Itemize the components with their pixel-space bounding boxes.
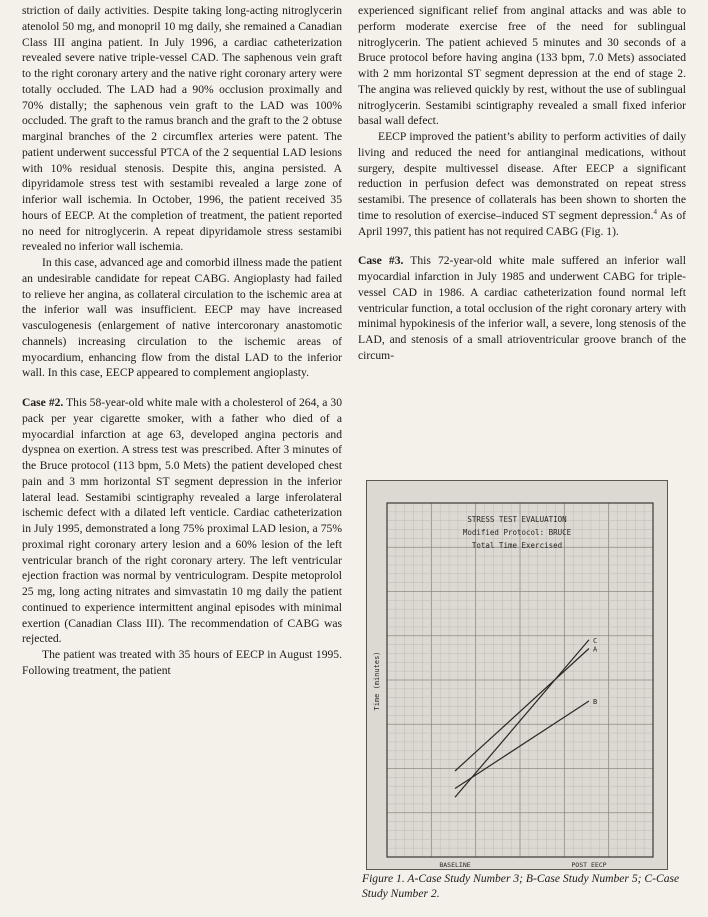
- series-line-b: [455, 701, 589, 789]
- case-3-paragraph: [358, 253, 686, 363]
- left-paragraph-2: In this case, advanced age and comorbid illness made the patient an undesirable candidate for repeat CABG. Angioplasty had failed to relieve her angina, as collateral circulation to the ischemic area at the inferior wall was insufficient. EECP may have increased vasculogenesis (enlargement of native intercoronary anastomotic channels) increasing circulation to the ischemic areas of myocardium, enhancing flow from the distal LAD to the inferior wall. In this case, EECP appeared to complement angioplasty.: [22, 256, 342, 380]
- right-paragraph-2-text: EECP improved the patient’s ability to perform activities of daily living and reduced the need for antianginal medications, without surgery, despite multivessel disease. After EECP a significant reduction in perfusion defect was demonstrated on repeat stress sestamibi. The presence of collaterals has been shown to shorten the time to resolution of exercise–induced ST segment depression.: [358, 130, 686, 222]
- left-paragraph-4: The patient was treated with 35 hours of EECP in August 1995. Following treatment, the patient: [22, 648, 342, 677]
- series-line-a: [455, 649, 589, 772]
- left-column: [22, 3, 342, 679]
- figure-header-3: Total Time Exercised: [471, 541, 563, 550]
- case-3-title: Case #3.: [358, 254, 404, 268]
- series-label-b: B: [593, 698, 598, 706]
- right-paragraph-2: [358, 129, 686, 239]
- citation-superscript: 4: [653, 207, 657, 216]
- x-label-post-eecp: POST EECP: [571, 861, 607, 869]
- figure-header-2: Modified Protocol: BRUCE: [462, 528, 572, 537]
- right-paragraph-2-text-end: As of April 1997, this patient has not required CABG (Fig. 1).: [358, 208, 687, 238]
- right-paragraph-1: experienced significant relief from anginal attacks and was able to perform moderate exercise free of the need for sublingual nitroglycerin. The patient achieved 5 minutes and 30 seconds of a Bruce protocol before having angina (133 bpm, 7.0 Mets) associated with 2 mm horizontal ST segment depression at the end of stage 2. The angina was relieved quickly by rest, without the use of sublingual nitroglycerin. Sestamibi scintigraphy revealed a small fixed inferior basal wall defect.: [358, 4, 686, 128]
- series-label-a: A: [593, 645, 598, 654]
- figure-label: Figure 1.: [362, 872, 405, 885]
- chart-grid: [387, 503, 653, 857]
- case-2-paragraph: [22, 395, 342, 647]
- chart-svg: [367, 481, 667, 869]
- series-label-c: C: [593, 636, 598, 645]
- caption-text: A-Case Study Number 3; B-Case Study Number 5; C-Case Study Number 2.: [362, 872, 680, 900]
- left-paragraph-1: striction of daily activities. Despite taking long-acting nitroglycerin atenolol 50 mg, and monopril 10 mg daily, she remained a Canadian Class III angina patient. In July 1996, a cardiac catheterization revealed severe native triple-vessel CAD. The saphenous vein graft to the right coronary artery and the native right coronary artery were totally occluded. The LAD had a 90% occlusion proximally and 70% distally; the saphenous vein graft to the LAD was 100% occluded. The graft to the ramus branch and the graft to the 2 obtuse marginal branches of the 2 circumflex arteries were patent. The patient underwent successful PTCA of the 2 sequential LAD lesions with 10% residual stenosis. Despite this, angina persisted. A dipyridamole stress test with sestamibi revealed a large zone of inferior wall ischemia. In October, 1996, the patient received 35 hours of EECP. At the completion of treatment, the patient reported no need for nitroglycerin. A repeat dipyridamole stress sestamibi revealed no inferior wall ischemia.: [22, 4, 342, 254]
- figure-1-stress-test-chart: [366, 480, 668, 870]
- case-3-text: This 72-year-old white male suffered an inferior wall myocardial infarction in July 1985 and underwent CABG for triple-vessel CAD in 1986. A cardiac catheterization found normal left ventricular function, a total occlusion of the right coronary artery with minimal hypokinesis of the inferior wall, a severe, long stenosis of the LAD, and stenosis of a small atrioventricular groove branch of the circum-: [358, 254, 687, 362]
- series-line-c: [455, 640, 589, 798]
- case-2-title: Case #2.: [22, 396, 64, 409]
- x-label-baseline: BASELINE: [439, 861, 471, 869]
- series-layer: [455, 637, 598, 798]
- y-axis-label: Time (minutes): [373, 651, 381, 711]
- figure-caption: [362, 871, 688, 901]
- figure-header-1: STRESS TEST EVALUATION: [467, 515, 567, 524]
- case-2-text: This 58-year-old white male with a cholesterol of 264, a 30 pack per year cigarette smoker, with a father who died of a myocardial infarction at age 63, developed angina pectoris and dyspnea on exertion. A stress test was prescribed. After 3 minutes of the Bruce protocol (113 bpm, 5.0 Mets) the patient developed chest pain and 3 mm horizontal ST segment depression in the inferior lateral lead. Sestamibi scintigraphy revealed a large inferolateral ischemic defect with a dilated left venticle. Cardiac catheterization in July 1995, demonstrated a long 75% proximal LAD lesion, a 75% proximal right coronary artery lesion and a 60% lesion of the left ventricular branch of the right coronary artery. The left ventricular ejection fraction was normal by ventriculogram. Despite metoprolol 25 mg, long acting nitrates and simvastatin 10 mg daily the patient continued to experience intermittent anginal episodes with minimal exertion (Canadian Class III). The recommendation of CABG was rejected.: [22, 396, 343, 646]
- right-column: [358, 3, 686, 364]
